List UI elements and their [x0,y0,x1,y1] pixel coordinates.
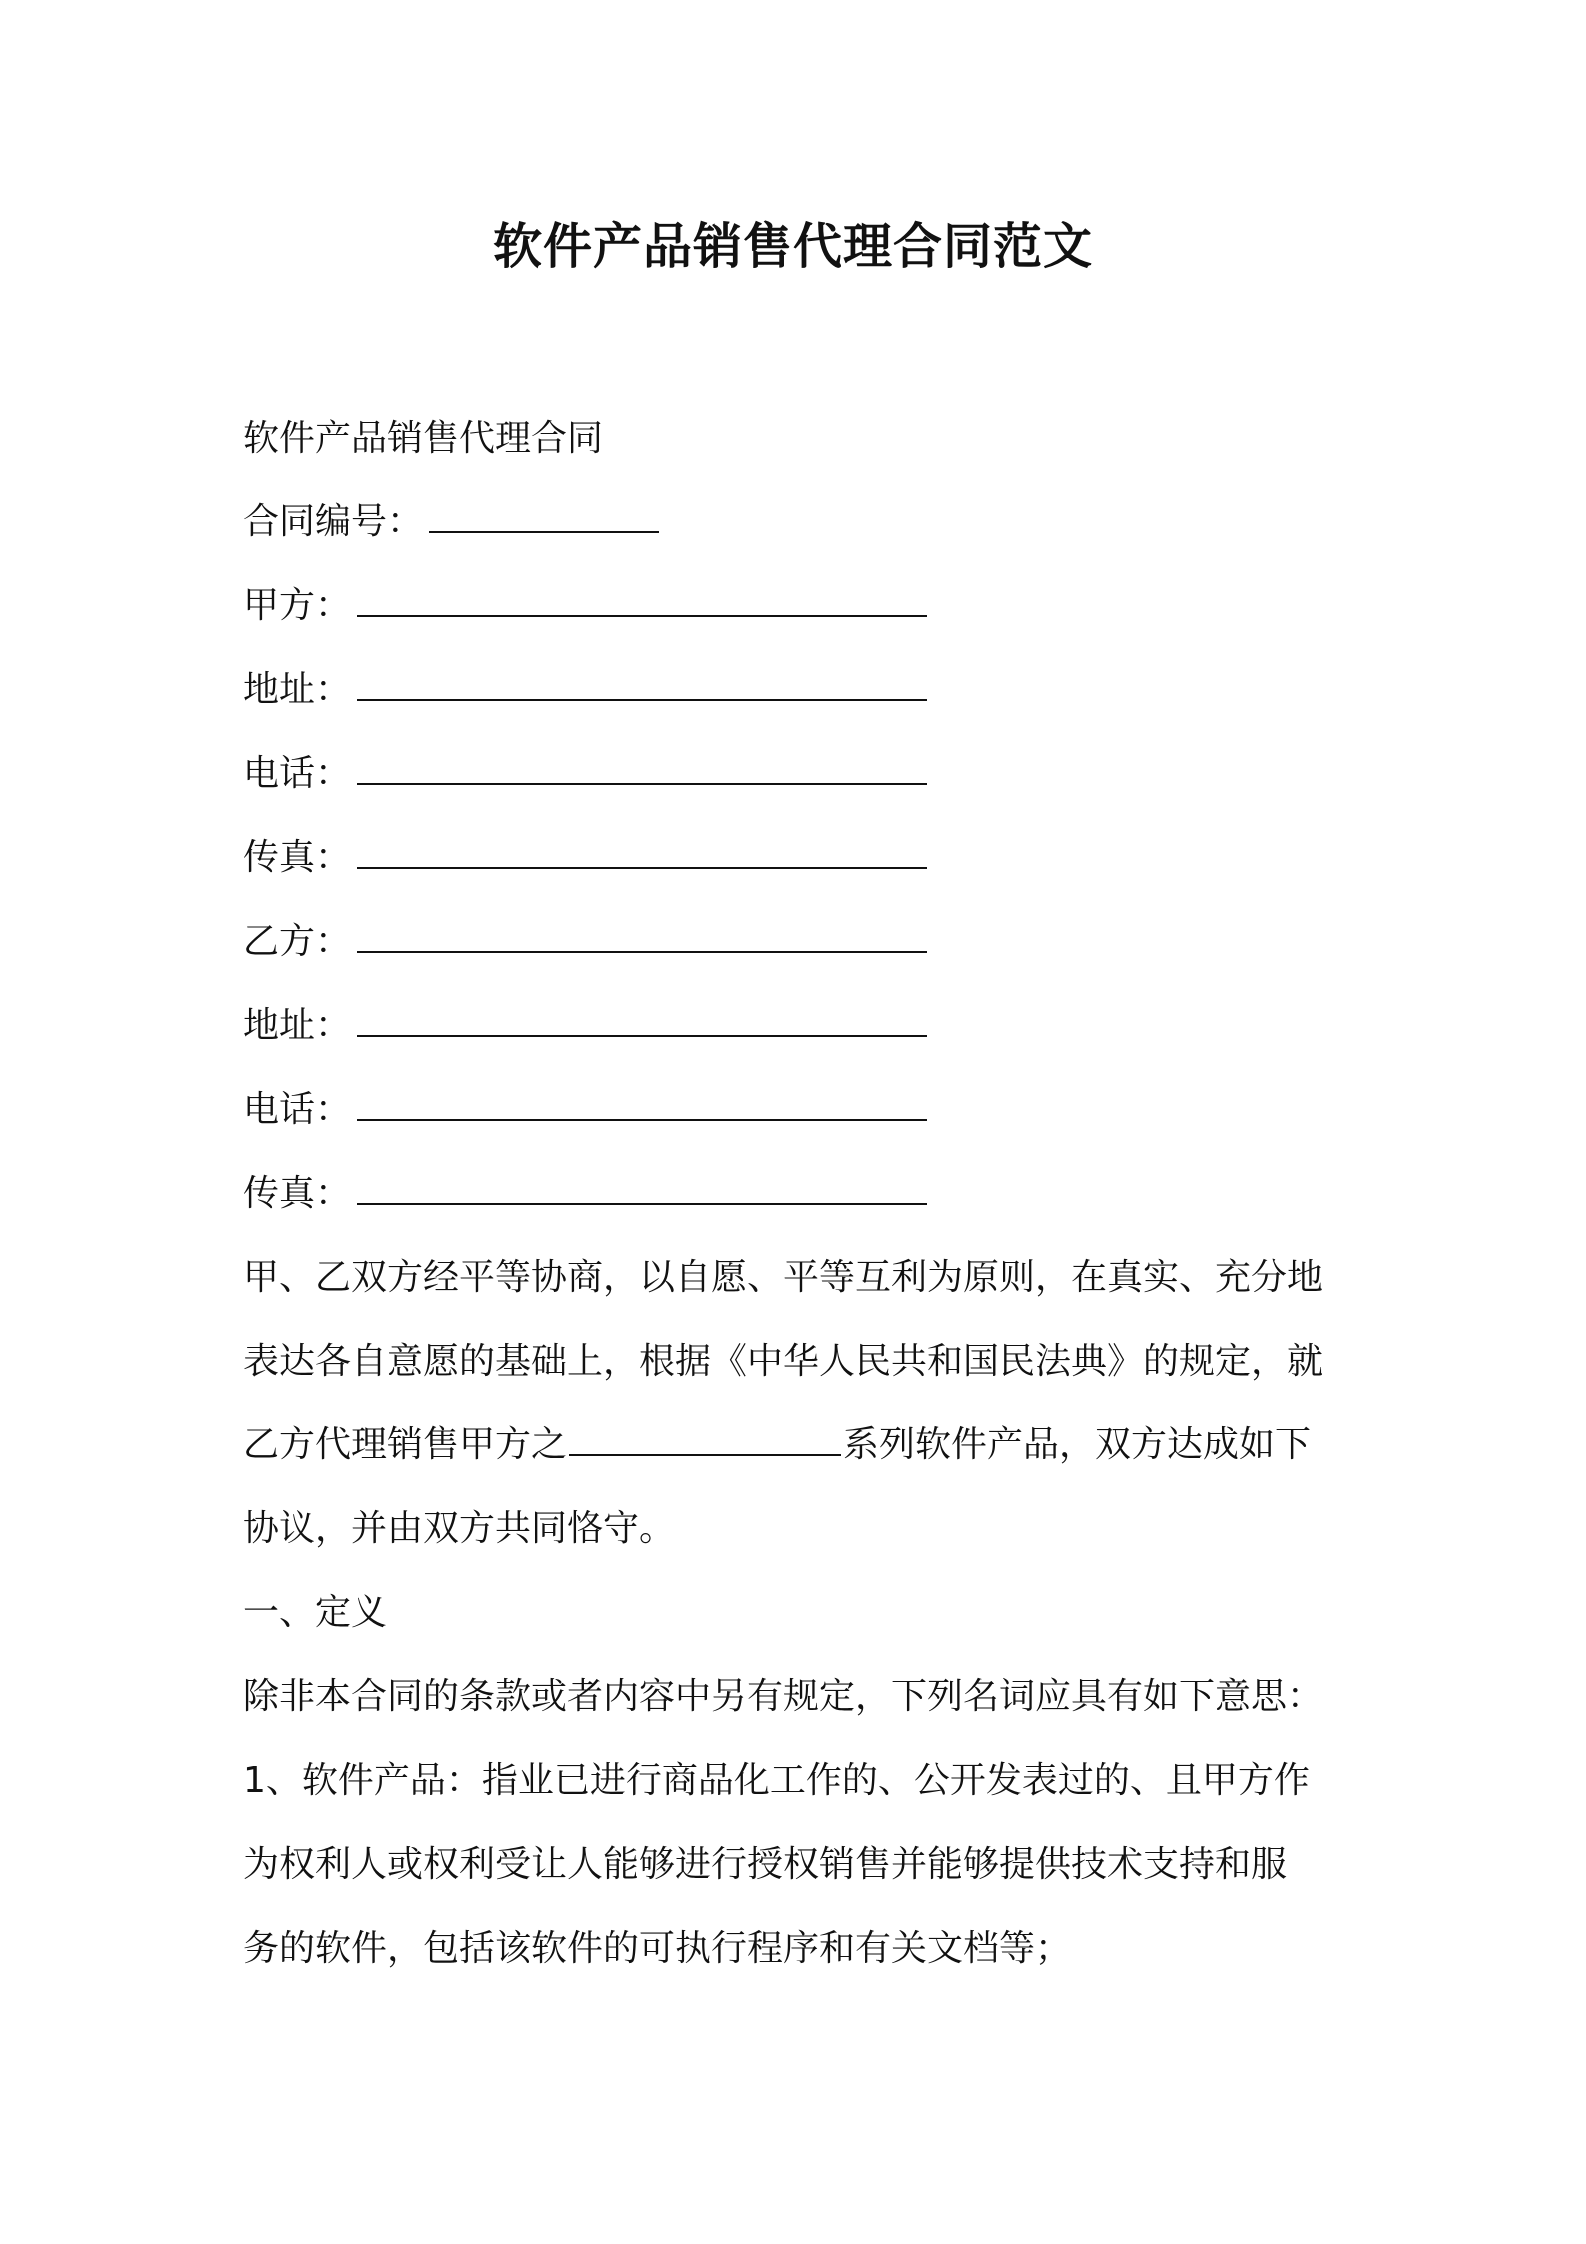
party-b-fax-row [243,1168,1353,1220]
party-b-blank [357,917,927,953]
preamble-line-2: 表达各自意愿的基础上，根据《中华人民共和国民法典》的规定，就 [243,1341,1324,1382]
party-a-phone-row [243,748,1353,800]
party-a-address-row [243,664,1353,716]
contract-number-label: 合同编号： [243,501,424,542]
party-b-phone-blank [357,1085,927,1121]
section-heading-definitions: 一、定义 [243,1592,388,1633]
preamble-line-3-after: 系列软件产品，双方达成如下 [843,1424,1312,1465]
party-b-address-label: 地址： [243,1005,352,1046]
party-a-blank [357,581,927,617]
party-a-label: 甲方： [243,585,352,626]
preamble-line-1: 甲、乙双方经平等协商，以自愿、平等互利为原则，在真实、充分地 [243,1257,1324,1298]
definition-item-1-line-3: 务的软件，包括该软件的可执行程序和有关文档等； [243,1928,1072,1969]
party-b-phone-row [243,1084,1353,1136]
preamble-line-4: 协议，并由双方共同恪守。 [243,1508,676,1549]
party-a-phone-label: 电话： [243,753,352,794]
party-b-fax-blank [357,1169,927,1205]
party-a-address-label: 地址： [243,669,352,710]
party-b-row [243,916,1353,968]
preamble-line-3 [243,1419,1353,1471]
party-a-fax-row [243,832,1353,884]
product-series-blank [569,1420,841,1456]
party-a-fax-blank [357,833,927,869]
party-b-address-row [243,1000,1353,1052]
document-title: 软件产品销售代理合同范文 [492,218,1093,275]
party-a-address-blank [357,665,927,701]
party-a-fax-label: 传真： [243,837,352,878]
party-b-phone-label: 电话： [243,1089,352,1130]
party-a-phone-blank [357,749,927,785]
party-b-address-blank [357,1001,927,1037]
contract-number-row [243,496,1353,548]
party-a-row [243,580,1353,632]
party-b-label: 乙方： [243,921,352,962]
contract-number-blank [429,497,659,533]
preamble-line-3-before: 乙方代理销售甲方之 [243,1424,568,1465]
party-b-fax-label: 传真： [243,1173,352,1214]
definition-item-1-line-1: 1、软件产品：指业已进行商品化工作的、公开发表过的、且甲方作 [243,1760,1310,1801]
contract-subtitle: 软件产品销售代理合同 [243,418,604,459]
definition-item-1-line-2: 为权利人或权利受让人能够进行授权销售并能够提供技术支持和服 [243,1844,1288,1885]
definitions-intro: 除非本合同的条款或者内容中另有规定，下列名词应具有如下意思： [243,1676,1324,1717]
